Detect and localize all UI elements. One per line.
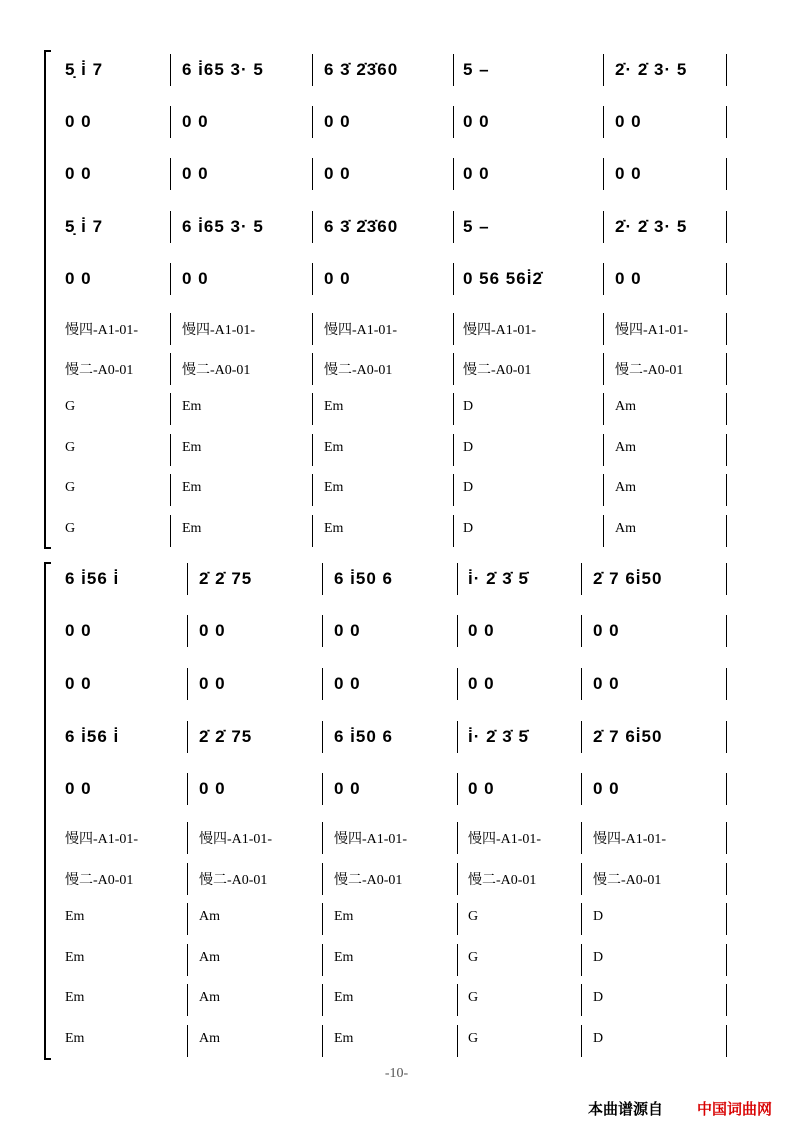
chord-symbol: Em: [65, 909, 85, 924]
barline: [170, 353, 171, 385]
barline: [603, 434, 604, 466]
chord-symbol: Em: [334, 909, 354, 924]
chord-symbol: D: [463, 399, 474, 414]
chord-symbol: Em: [324, 399, 344, 414]
note-cell: 6 3̇ 2̇3̇60: [324, 217, 399, 236]
barline: [170, 515, 171, 547]
barline: [726, 263, 727, 295]
barline: [726, 863, 727, 895]
chord-symbol: Am: [199, 909, 220, 924]
style-label: 慢四-A1-01-: [324, 323, 398, 338]
chord-symbol: D: [463, 521, 474, 536]
chord-symbol: Am: [199, 950, 220, 965]
note-cell: 0 0: [463, 112, 490, 131]
system-bracket: [44, 50, 51, 549]
chord-symbol: Am: [615, 440, 636, 455]
chord-symbol: Em: [65, 990, 85, 1005]
barline: [603, 263, 604, 295]
barline: [457, 615, 458, 647]
barline: [187, 984, 188, 1016]
chord-symbol: G: [468, 950, 479, 965]
note-cell: 0 0: [65, 621, 92, 640]
barline: [603, 106, 604, 138]
barline: [312, 393, 313, 425]
chord-symbol: D: [463, 440, 474, 455]
barline: [726, 158, 727, 190]
barline: [453, 515, 454, 547]
barline: [187, 903, 188, 935]
barline: [453, 54, 454, 86]
note-cell: 0 56 56i̇2̇: [463, 269, 543, 288]
note-cell: 2̇· 2̇ 3· 5: [615, 217, 688, 236]
note-cell: 0 0: [324, 112, 351, 131]
style-label: 慢二-A0-01: [199, 873, 268, 888]
barline: [187, 773, 188, 805]
chord-symbol: Am: [199, 1031, 220, 1046]
note-cell: 6 i̇50 6: [334, 569, 393, 588]
barline: [453, 393, 454, 425]
barline: [453, 434, 454, 466]
note-cell: 0 0: [65, 674, 92, 693]
barline: [187, 1025, 188, 1057]
barline: [453, 211, 454, 243]
barline: [726, 563, 727, 595]
chord-symbol: G: [468, 909, 479, 924]
barline: [726, 211, 727, 243]
chord-symbol: D: [593, 909, 604, 924]
note-cell: 0 0: [199, 674, 226, 693]
barline: [453, 263, 454, 295]
barline: [187, 615, 188, 647]
note-cell: 6 3̇ 2̇3̇60: [324, 60, 399, 79]
barline: [726, 822, 727, 854]
barline: [322, 563, 323, 595]
style-label: 慢二-A0-01: [593, 873, 662, 888]
note-cell: 6 i̇56 i̇: [65, 569, 120, 588]
barline: [581, 773, 582, 805]
note-cell: i̇· 2̇ 3̇ 5̇: [468, 727, 529, 746]
chord-symbol: Em: [324, 521, 344, 536]
style-label: 慢四-A1-01-: [593, 832, 667, 847]
barline: [726, 903, 727, 935]
barline: [726, 106, 727, 138]
chord-symbol: Am: [199, 990, 220, 1005]
note-cell: 2̇ 2̇ 75: [199, 727, 253, 746]
barline: [187, 668, 188, 700]
barline: [312, 263, 313, 295]
footer-site-link[interactable]: 中国词曲网: [697, 1100, 773, 1118]
note-cell: 0 0: [182, 164, 209, 183]
barline: [170, 263, 171, 295]
barline: [603, 393, 604, 425]
barline: [581, 721, 582, 753]
barline: [170, 434, 171, 466]
note-cell: 5 –: [463, 60, 490, 79]
barline: [603, 158, 604, 190]
barline: [603, 474, 604, 506]
style-label: 慢四-A1-01-: [334, 832, 408, 847]
note-cell: 0 0: [615, 112, 642, 131]
barline: [170, 106, 171, 138]
style-label: 慢二-A0-01: [463, 363, 532, 378]
note-cell: 6 i̇65 3· 5: [182, 217, 264, 236]
barline: [726, 721, 727, 753]
barline: [581, 1025, 582, 1057]
note-cell: 0 0: [199, 621, 226, 640]
barline: [312, 54, 313, 86]
note-cell: 0 0: [182, 112, 209, 131]
barline: [457, 984, 458, 1016]
note-cell: 0 0: [615, 164, 642, 183]
note-cell: 2̇ 7 6i̇50: [593, 727, 663, 746]
barline: [312, 211, 313, 243]
barline: [457, 863, 458, 895]
barline: [453, 474, 454, 506]
chord-symbol: Em: [334, 950, 354, 965]
barline: [726, 313, 727, 345]
note-cell: 0 0: [468, 779, 495, 798]
style-label: 慢四-A1-01-: [199, 832, 273, 847]
barline: [322, 773, 323, 805]
barline: [726, 474, 727, 506]
barline: [457, 1025, 458, 1057]
barline: [187, 944, 188, 976]
barline: [581, 903, 582, 935]
note-cell: 5 –: [463, 217, 490, 236]
note-cell: 0 0: [182, 269, 209, 288]
barline: [726, 353, 727, 385]
note-cell: 0 0: [334, 621, 361, 640]
note-cell: 6 i̇65 3· 5: [182, 60, 264, 79]
barline: [726, 668, 727, 700]
note-cell: 0 0: [468, 674, 495, 693]
chord-symbol: Em: [182, 399, 202, 414]
barline: [322, 615, 323, 647]
style-label: 慢二-A0-01: [468, 873, 537, 888]
style-label: 慢二-A0-01: [182, 363, 251, 378]
barline: [322, 1025, 323, 1057]
note-cell: 6 i̇56 i̇: [65, 727, 120, 746]
chord-symbol: Am: [615, 399, 636, 414]
style-label: 慢四-A1-01-: [615, 323, 689, 338]
barline: [581, 822, 582, 854]
note-cell: 0 0: [463, 164, 490, 183]
barline: [457, 944, 458, 976]
note-cell: 2̇· 2̇ 3· 5: [615, 60, 688, 79]
note-cell: 0 0: [65, 112, 92, 131]
barline: [170, 54, 171, 86]
barline: [170, 158, 171, 190]
note-cell: 5̣ i̇ 7: [65, 217, 104, 236]
barline: [581, 563, 582, 595]
barline: [322, 984, 323, 1016]
note-cell: 0 0: [334, 674, 361, 693]
barline: [603, 211, 604, 243]
barline: [322, 822, 323, 854]
chord-symbol: D: [593, 990, 604, 1005]
style-label: 慢二-A0-01: [324, 363, 393, 378]
style-label: 慢四-A1-01-: [65, 323, 139, 338]
chord-symbol: Em: [334, 1031, 354, 1046]
barline: [603, 515, 604, 547]
barline: [453, 158, 454, 190]
barline: [170, 393, 171, 425]
barline: [453, 106, 454, 138]
note-cell: 0 0: [593, 674, 620, 693]
note-cell: 0 0: [593, 621, 620, 640]
barline: [603, 313, 604, 345]
barline: [581, 863, 582, 895]
barline: [322, 863, 323, 895]
style-label: 慢二-A0-01: [615, 363, 684, 378]
barline: [726, 54, 727, 86]
barline: [322, 944, 323, 976]
note-cell: 0 0: [65, 779, 92, 798]
barline: [726, 984, 727, 1016]
barline: [581, 984, 582, 1016]
barline: [457, 563, 458, 595]
chord-symbol: Em: [182, 521, 202, 536]
note-cell: 0 0: [324, 164, 351, 183]
barline: [457, 773, 458, 805]
barline: [453, 313, 454, 345]
note-cell: 0 0: [468, 621, 495, 640]
barline: [457, 721, 458, 753]
chord-symbol: D: [463, 480, 474, 495]
chord-symbol: Em: [334, 990, 354, 1005]
note-cell: 5̣ i̇ 7: [65, 60, 104, 79]
chord-symbol: G: [65, 480, 76, 495]
chord-symbol: Em: [65, 950, 85, 965]
note-cell: 6 i̇50 6: [334, 727, 393, 746]
barline: [457, 903, 458, 935]
barline: [187, 721, 188, 753]
barline: [322, 721, 323, 753]
chord-symbol: Am: [615, 521, 636, 536]
chord-symbol: Em: [324, 480, 344, 495]
system-bracket: [44, 562, 51, 1060]
barline: [581, 944, 582, 976]
barline: [457, 668, 458, 700]
barline: [603, 54, 604, 86]
barline: [312, 353, 313, 385]
chord-symbol: G: [468, 1031, 479, 1046]
note-cell: 0 0: [615, 269, 642, 288]
note-cell: i̇· 2̇ 3̇ 5̇: [468, 569, 529, 588]
barline: [170, 211, 171, 243]
style-label: 慢二-A0-01: [65, 363, 134, 378]
page-number: -10-: [384, 1066, 409, 1081]
chord-symbol: G: [468, 990, 479, 1005]
barline: [312, 434, 313, 466]
style-label: 慢四-A1-01-: [468, 832, 542, 847]
barline: [312, 474, 313, 506]
style-label: 慢四-A1-01-: [182, 323, 256, 338]
note-cell: 0 0: [65, 164, 92, 183]
note-cell: 0 0: [65, 269, 92, 288]
barline: [581, 668, 582, 700]
style-label: 慢二-A0-01: [334, 873, 403, 888]
barline: [726, 393, 727, 425]
barline: [312, 158, 313, 190]
barline: [312, 106, 313, 138]
barline: [457, 822, 458, 854]
barline: [187, 563, 188, 595]
chord-symbol: G: [65, 399, 76, 414]
chord-symbol: Em: [182, 440, 202, 455]
barline: [187, 863, 188, 895]
chord-symbol: G: [65, 521, 76, 536]
chord-symbol: Em: [324, 440, 344, 455]
barline: [726, 1025, 727, 1057]
barline: [187, 822, 188, 854]
note-cell: 0 0: [199, 779, 226, 798]
chord-symbol: Am: [615, 480, 636, 495]
barline: [581, 615, 582, 647]
barline: [726, 773, 727, 805]
chord-symbol: G: [65, 440, 76, 455]
barline: [312, 313, 313, 345]
barline: [322, 668, 323, 700]
barline: [726, 944, 727, 976]
barline: [170, 474, 171, 506]
footer-source-label: 本曲谱源自: [588, 1100, 664, 1118]
barline: [312, 515, 313, 547]
chord-symbol: D: [593, 1031, 604, 1046]
note-cell: 2̇ 7 6i̇50: [593, 569, 663, 588]
barline: [726, 515, 727, 547]
style-label: 慢二-A0-01: [65, 873, 134, 888]
style-label: 慢四-A1-01-: [65, 832, 139, 847]
barline: [603, 353, 604, 385]
chord-symbol: Em: [65, 1031, 85, 1046]
note-cell: 0 0: [324, 269, 351, 288]
barline: [453, 353, 454, 385]
barline: [170, 313, 171, 345]
note-cell: 0 0: [593, 779, 620, 798]
barline: [322, 903, 323, 935]
barline: [726, 615, 727, 647]
style-label: 慢四-A1-01-: [463, 323, 537, 338]
note-cell: 2̇ 2̇ 75: [199, 569, 253, 588]
chord-symbol: D: [593, 950, 604, 965]
barline: [726, 434, 727, 466]
chord-symbol: Em: [182, 480, 202, 495]
note-cell: 0 0: [334, 779, 361, 798]
